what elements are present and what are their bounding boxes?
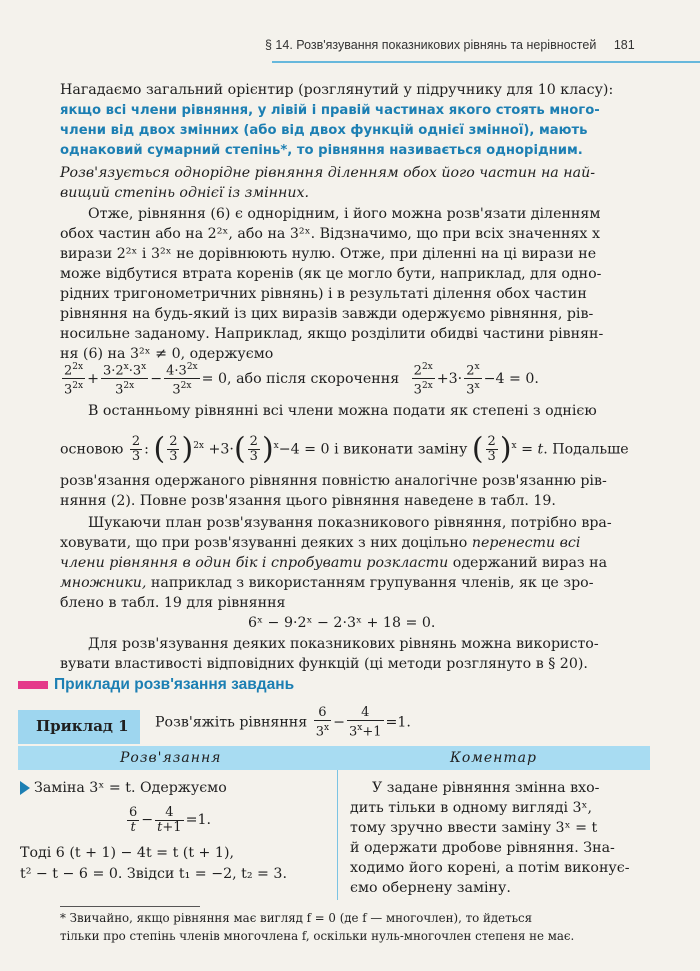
fraction: $\frac{2^{2x}}{3^{2x}}$: [413, 362, 433, 398]
comment-line: ходимо його корені, а потім виконує-: [350, 860, 630, 876]
solution-equation: $\frac{6}{t}$ − $\frac{4}{t+1}$ =1.: [129, 804, 212, 835]
body-line: Для розв'язування деяких показникових рівнянь можна використо-: [88, 636, 599, 652]
header-title: § 14. Розв'язування показникових рівнянь та нерівностей: [265, 38, 597, 52]
body-line: множники, наприклад з використанням групування членів, як це зро-: [60, 575, 594, 591]
body-line: обох частин або на 2²ˣ, або на 3²ˣ. Відзначимо, що при всіх значеннях x: [60, 226, 600, 242]
body-line: вувати властивості відповідних функцій (ці методи розглянуто в § 20).: [60, 656, 588, 672]
fraction: $\frac{2}{3}$: [169, 434, 178, 465]
fraction: $\frac{3\cdot 2^x\cdot 3^x}{3^{2x}}$: [102, 362, 147, 398]
fraction: $\frac{4\cdot 3^{2x}}{3^{2x}}$: [166, 362, 198, 398]
fraction: $\frac{2}{3}$: [249, 434, 258, 465]
comment-line: тому зручно ввести заміну 3ˣ = t: [350, 820, 598, 836]
fraction: $\frac{4}{3^x+1}$: [348, 705, 382, 740]
arrow-icon: [20, 781, 30, 795]
solution-line: t² − t − 6 = 0. Звідси t₁ = −2, t₂ = 3.: [20, 866, 287, 882]
fraction: $\frac{4}{t+1}$: [157, 804, 182, 835]
body-line: блено в табл. 19 для рівняння: [60, 595, 286, 611]
footnote-line: тільки про степінь членів многочлена f, оскільки нуль-многочлен степеня не має.: [60, 929, 575, 943]
body-line: рідних тригонометричних рівнянь) і в результаті ділення обох частин: [60, 286, 587, 302]
body-line: рівняння на будь-який із цих виразів завжди одержуємо рівняння, рів-: [60, 306, 594, 322]
page-number: 181: [613, 38, 635, 52]
body-line: носильне заданому. Наприклад, якщо розділити обидві частини рівнян-: [60, 326, 604, 342]
fraction: $\frac{2^x}{3^x}$: [466, 362, 480, 398]
italic-line: вищий степінь однієї із змінних.: [60, 185, 310, 201]
solution-line: Тоді 6 (t + 1) − 4t = t (t + 1),: [20, 845, 234, 861]
body-line: Шукаючи план розв'язування показникового рівняння, потрібно вра-: [88, 515, 612, 531]
example-task: Розв'яжіть рівняння $\frac{6}{3^x}$ − $\frac{4}{3^x+1}$ =1.: [155, 705, 411, 740]
equation-row: основою $\frac{2}{3}$ : ( $\frac{2}{3}$ )$^{2x}$ +3·( $\frac{2}{3}$ )$^x$−4 = 0 і виконати заміну ( $\frac{2}{3}$ )$^x$ = t. Подальше: [60, 431, 629, 467]
italic-line: Розв'язується однорідне рівняння діленням обох його частин на най-: [60, 165, 596, 181]
fraction: $\frac{2}{3}$: [131, 434, 141, 465]
section-marker: [18, 681, 48, 689]
body-line: розв'язання одержаного рівняння повністю аналогічне розв'язанню рів-: [60, 473, 607, 489]
fraction: $\frac{6}{t}$: [129, 804, 138, 835]
comment-line: У задане рівняння змінна вхо-: [372, 780, 600, 796]
comment-line: й одержати дробове рівняння. Зна-: [350, 840, 615, 856]
body-line: ховувати, що при розв'язуванні деяких з них доцільно перенести всі: [60, 535, 581, 551]
comment-line: ємо обернену заміну.: [350, 880, 511, 896]
body-line: Отже, рівняння (6) є однорідним, і його можна розв'язати діленням: [88, 206, 601, 222]
solution-line: Заміна 3ˣ = t. Одержуємо: [34, 780, 227, 796]
equation-text: = 0, або після скорочення: [201, 370, 400, 387]
body-line: няння (2). Повне розв'язання цього рівняння наведене в табл. 19.: [60, 493, 556, 509]
fraction: $\frac{6}{3^x}$: [315, 705, 330, 740]
body-line: може відбутися втрата коренів (як це могло бути, наприклад, для одно-: [60, 266, 602, 282]
header-rule: [272, 61, 700, 63]
highlight-line: однаковий сумарний степінь*, то рівняння називається однорідним.: [60, 143, 583, 158]
highlight-line: якщо всі члени рівняння, у лівій і правій частинах якого стоять много-: [60, 103, 600, 118]
body-line: В останньому рівнянні всі члени можна подати як степені з однією: [88, 403, 597, 419]
body-line: члени рівняння в один бік і спробувати розкласти одержаний вираз на: [60, 555, 608, 571]
comment-column-title: Коментар: [450, 750, 537, 766]
table-header: [18, 746, 650, 770]
example-label: Приклад 1: [36, 717, 129, 735]
body-line: ня (6) на 3²ˣ ≠ 0, одержуємо: [60, 346, 274, 362]
inline-text: Подальше: [552, 441, 629, 458]
fraction: $\frac{2}{3}$: [487, 434, 496, 465]
page-header: [265, 38, 635, 52]
body-line: Нагадаємо загальний орієнтир (розглянутий у підручнику для 10 класу):: [60, 82, 614, 98]
inline-text: основою: [60, 441, 124, 458]
body-line: вирази 2²ˣ і 3²ˣ не дорівнюють нулю. Отже, при діленні на ці вирази не: [60, 246, 597, 262]
solution-column-title: Розв'язання: [120, 750, 222, 766]
equation-row: $\frac{2^{2x}}{3^{2x}}$ + $\frac{3\cdot 2^x\cdot 3^x}{3^{2x}}$ − $\frac{4\cdot 3^{2x}}{3^{2x}}$ = 0, або після скорочення $\frac{2^{2x}}{3^{2x}}$ +3· $\frac{2^x}{3^x}$ −4 = 0.: [64, 362, 539, 398]
highlight-line: члени від двох змінних (або від двох функцій однієї змінної), мають: [60, 123, 588, 138]
section-title: Приклади розв'язання завдань: [18, 676, 294, 694]
footnote-rule: [60, 906, 200, 907]
centered-equation: 6ˣ − 9·2ˣ − 2·3ˣ + 18 = 0.: [248, 615, 436, 631]
fraction: $\frac{2^{2x}}{3^{2x}}$: [64, 362, 84, 398]
footnote-line: * Звичайно, якщо рівняння має вигляд f = 0 (де f — многочлен), то йдеться: [60, 911, 533, 925]
inline-text: і виконати заміну: [334, 441, 468, 458]
comment-line: дить тільки в одному вигляді 3ˣ,: [350, 800, 593, 816]
